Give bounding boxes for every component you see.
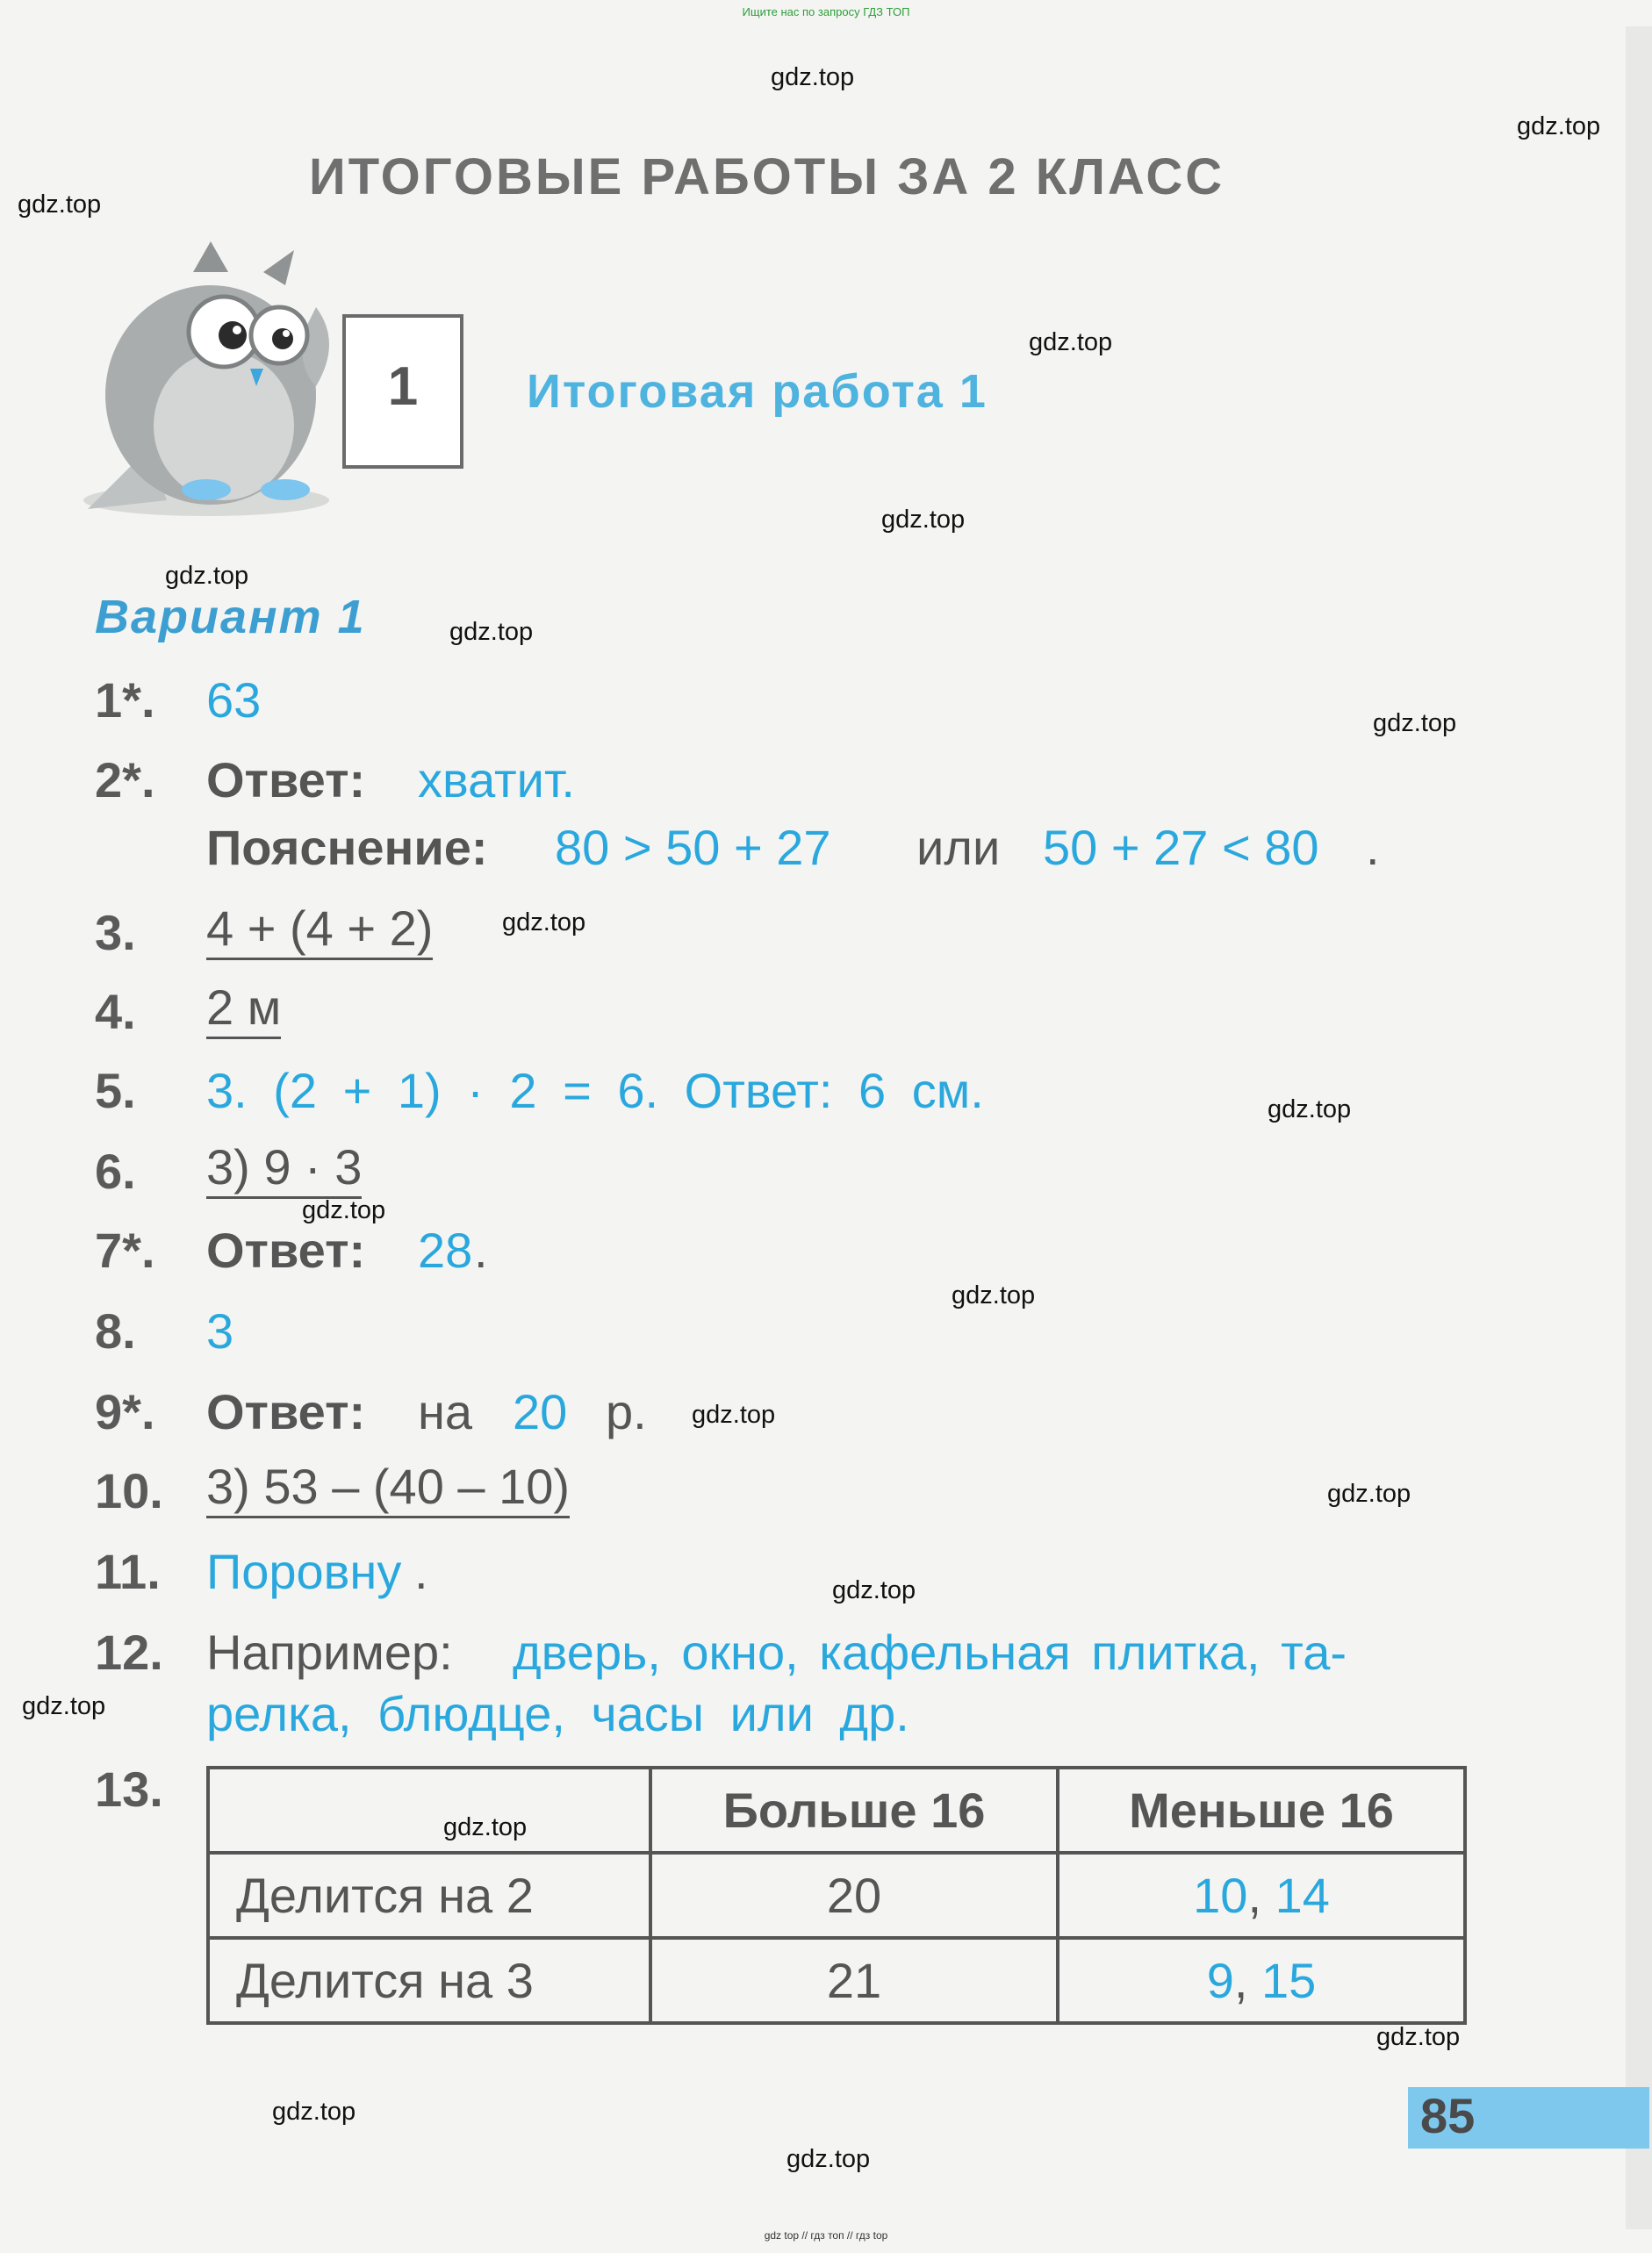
answer-unit: р. [606,1384,647,1439]
table-header-cell: Меньше 16 [1058,1768,1465,1853]
watermark: gdz.top [771,63,855,91]
watermark: gdz.top [502,908,586,936]
answer-prefix: на [418,1384,473,1439]
cell-value: 10 [1193,1868,1248,1923]
work-number: 1 [387,356,419,417]
item-number: 3. [95,905,136,960]
page-edge [1626,26,1652,2229]
watermark: gdz.top [22,1692,106,1720]
table-header-cell: Больше 16 [650,1768,1058,1853]
row-label: Делится на 3 [208,1938,650,2023]
watermark: gdz.top [1376,2023,1461,2051]
watermark: gdz.top [1268,1095,1352,1123]
watermark: gdz.top [692,1401,776,1429]
item-number: 13. [95,1762,163,1817]
watermark: gdz.top [786,2145,871,2173]
answer-underlined: 4 + (4 + 2) [206,900,433,960]
item-number: 5. [95,1063,136,1118]
explanation-expr: 50 + 27 < 80 [1043,820,1319,875]
item-number: 9*. [95,1384,155,1439]
answer-value: дверь, окно, кафельная плитка, та- [513,1625,1347,1680]
page-header: ИТОГОВЫЕ РАБОТЫ ЗА 2 КЛАСС [309,148,1225,205]
separator: , [1233,1953,1248,2008]
cell-value: 15 [1261,1953,1317,2008]
watermark: gdz.top [1327,1480,1411,1508]
answer-value: хватит. [418,752,575,807]
answer-value: 3 [206,1303,234,1359]
item-number: 1*. [95,672,155,728]
answer-underlined: 3) 53 – (40 – 10) [206,1459,570,1518]
table-row [208,1853,1465,1938]
work-title: Итоговая работа 1 [527,365,988,418]
watermark: gdz.top [952,1281,1036,1309]
bottom-links[interactable]: gdz top // гдз топ // гдз top [764,2229,888,2242]
explanation-label: Пояснение: [206,820,488,875]
cell-less [1058,1938,1465,2023]
separator: , [1247,1868,1261,1923]
answer-underlined: 2 м [206,979,281,1039]
answer-prefix: Например: [206,1625,453,1680]
watermark: gdz.top [449,618,534,646]
answer-label: Ответ: [206,1223,366,1278]
item-number: 7*. [95,1223,155,1278]
cell-more: 20 [650,1853,1058,1938]
variant-title: Вариант 1 [95,591,366,643]
answer-underlined: 3) 9 · 3 [206,1139,362,1199]
owl-illustration [53,237,360,527]
answer-value: 28 [418,1223,473,1278]
explanation-or: или [916,820,1001,875]
answer-value: 20 [513,1384,568,1439]
watermark: gdz.top [302,1196,386,1224]
explanation-expr: 80 > 50 + 27 [555,820,831,875]
item-number: 10. [95,1463,163,1518]
item-number: 12. [95,1625,163,1680]
watermark: gdz.top [832,1576,916,1604]
answer-value: Поровну [206,1544,402,1599]
answer-label: Ответ: [206,1384,366,1439]
answer-value [206,979,281,1036]
watermark: gdz.top [272,2098,356,2126]
punctuation: . [414,1544,428,1599]
watermark: gdz.top [1517,112,1601,140]
table-header-cell [208,1768,650,1853]
watermark: gdz.top [18,190,102,219]
item-number: 11. [95,1544,161,1599]
answer-value [206,1138,362,1195]
answer-label: Ответ: [206,752,366,807]
cell-value: 14 [1275,1868,1330,1923]
item-number: 8. [95,1303,136,1359]
cell-more: 21 [650,1938,1058,2023]
watermark: gdz.top [881,506,966,534]
row-label: Делится на 2 [208,1853,650,1938]
item-number: 2*. [95,752,155,807]
cell-value: 9 [1206,1953,1234,2008]
answer-value: релка, блюдце, часы или др. [206,1686,909,1741]
table-row [208,1938,1465,2023]
cell-less [1058,1853,1465,1938]
top-link[interactable]: Ищите нас по запросу ГДЗ ТОП [742,5,910,18]
watermark: gdz.top [1029,328,1113,356]
watermark: gdz.top [443,1813,528,1841]
answer-value: 63 [206,672,262,728]
table-header-row [208,1768,1465,1853]
answer-value [206,1458,570,1515]
watermark: gdz.top [165,562,249,590]
page-number: 85 [1420,2088,1476,2143]
answer-table [206,1766,1467,2025]
item-number: 6. [95,1144,136,1199]
answer-value: 3. (2 + 1) · 2 = 6. Ответ: 6 см. [206,1063,984,1118]
item-number: 4. [95,984,136,1039]
watermark: gdz.top [1373,709,1457,737]
punctuation: . [1366,820,1380,875]
answer-value [206,900,433,957]
punctuation: . [474,1223,488,1278]
